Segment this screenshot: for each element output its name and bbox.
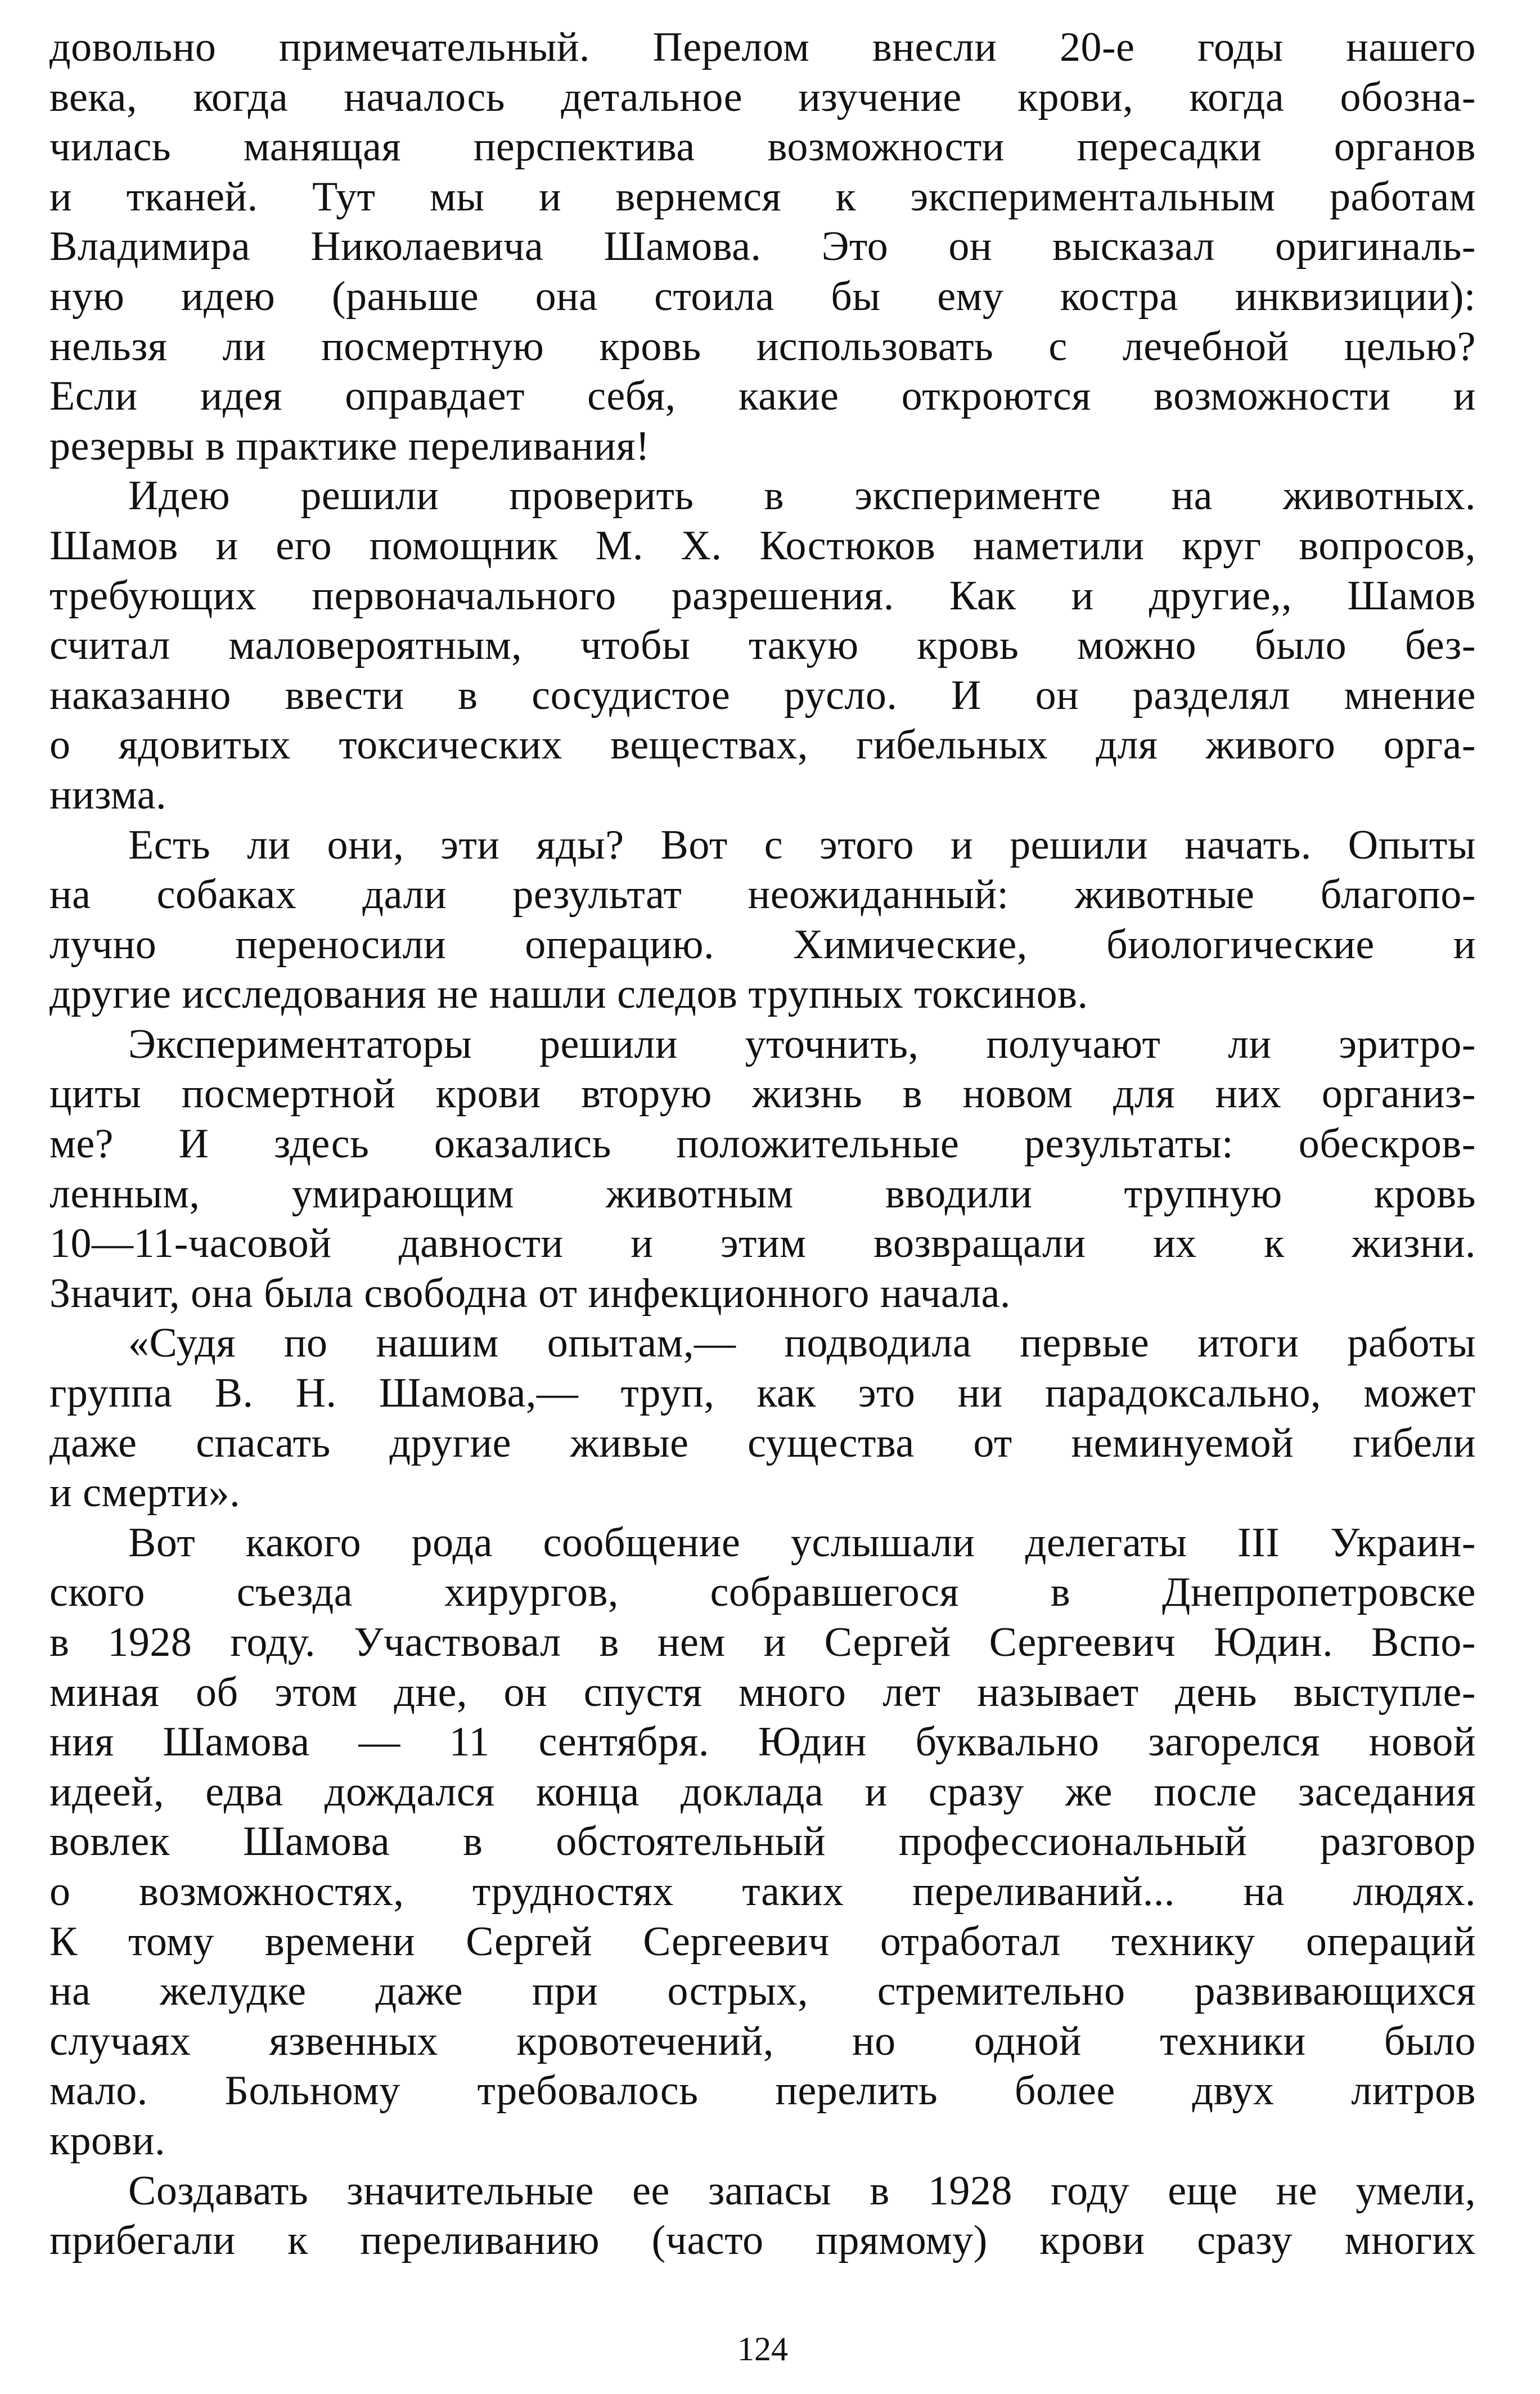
text-line: Значит, она была свободна от инфекционного начала. bbox=[49, 1270, 1011, 1317]
text-line: наказанно ввести в сосудистое русло. И он разделял мнение bbox=[49, 672, 1476, 718]
body-text bbox=[49, 23, 1476, 2266]
text-line: даже спасать другие живые существа от неминуемой гибели bbox=[49, 1420, 1476, 1466]
text-line: в 1928 году. Участвовал в нем и Сергей Сергеевич Юдин. Вспо- bbox=[49, 1619, 1476, 1665]
text-line: ленным, умирающим животным вводили трупную кровь bbox=[49, 1170, 1476, 1217]
text-line: нельзя ли посмертную кровь использовать с лечебной целью? bbox=[49, 323, 1476, 370]
text-line: группа В. Н. Шамова,— труп, как это ни парадоксально, может bbox=[49, 1370, 1476, 1417]
text-line: циты посмертной крови вторую жизнь в новом для них организ- bbox=[49, 1071, 1476, 1117]
text-line: лучно переносили операцию. Химические, биологические и bbox=[49, 921, 1476, 968]
text-line: на собаках дали результат неожиданный: животные благопо- bbox=[49, 872, 1476, 918]
text-line: миная об этом дне, он спустя много лет называет день выступле- bbox=[49, 1669, 1476, 1715]
text-line: довольно примечательный. Перелом внесли 20-е годы нашего bbox=[49, 24, 1476, 70]
text-line: о ядовитых токсических веществах, гибельных для живого орга- bbox=[49, 722, 1476, 769]
book-page bbox=[49, 23, 1476, 2380]
text-line: ме? И здесь оказались положительные результаты: обескров- bbox=[49, 1121, 1476, 1167]
text-line: 10—11-часовой давности и этим возвращали их к жизни. bbox=[49, 1220, 1476, 1267]
text-line: Шамов и его помощник М. X. Костюков наметили круг вопросов, bbox=[49, 522, 1476, 569]
text-line: Если идея оправдает себя, какие откроются возможности и bbox=[49, 373, 1476, 420]
page-number: 124 bbox=[737, 2330, 788, 2368]
text-line: Экспериментаторы решили уточнить, получают ли эритро- bbox=[128, 1021, 1476, 1067]
text-line: идеей, едва дождался конца доклада и сразу же после заседания bbox=[49, 1768, 1476, 1815]
text-line: требующих первоначального разрешения. Как и другие,, Шамов bbox=[49, 572, 1476, 619]
text-line: «Судя по нашим опытам,— подводила первые итоги работы bbox=[128, 1320, 1476, 1367]
text-line: на желудке даже при острых, стремительно развивающихся bbox=[49, 1968, 1476, 2015]
text-line: ния Шамова — 11 сентября. Юдин буквально загорелся новой bbox=[49, 1719, 1476, 1766]
text-line: века, когда началось детальное изучение крови, когда обозна- bbox=[49, 74, 1476, 120]
text-line: Идею решили проверить в эксперименте на животных. bbox=[128, 473, 1476, 519]
text-line: случаях язвенных кровотечений, но одной техники было bbox=[49, 2018, 1476, 2064]
text-line: ского съезда хирургов, собравшегося в Днепропетровске bbox=[49, 1569, 1476, 1616]
text-line: резервы в практике переливания! bbox=[49, 423, 650, 469]
text-line: Создавать значительные ее запасы в 1928 году еще не умели, bbox=[128, 2167, 1476, 2214]
text-line: ную идею (раньше она стоила бы ему костра инквизиции): bbox=[49, 273, 1476, 320]
text-line: чилась манящая перспектива возможности пересадки органов bbox=[49, 124, 1476, 170]
text-line: вовлек Шамова в обстоятельный профессиональный разговор bbox=[49, 1818, 1476, 1865]
text-line: другие исследования не нашли следов трупных токсинов. bbox=[49, 971, 1088, 1018]
text-line: крови. bbox=[49, 2117, 165, 2164]
text-line: Есть ли они, эти яды? Вот с этого и решили начать. Опыты bbox=[128, 821, 1476, 868]
text-line: и тканей. Тут мы и вернемся к экспериментальным работам bbox=[49, 173, 1476, 220]
text-line: считал маловероятным, чтобы такую кровь можно было без- bbox=[49, 622, 1476, 669]
text-line: и смерти». bbox=[49, 1470, 241, 1516]
text-line: К тому времени Сергей Сергеевич отработал технику операций bbox=[49, 1918, 1476, 1965]
text-line: низма. bbox=[49, 771, 167, 818]
text-line: Владимира Николаевича Шамова. Это он высказал оригиналь- bbox=[49, 223, 1476, 270]
text-line: о возможностях, трудностях таких переливаний... на людях. bbox=[49, 1868, 1476, 1915]
text-line: прибегали к переливанию (часто прямому) крови сразу многих bbox=[49, 2217, 1476, 2264]
text-line: мало. Больному требовалось перелить более двух литров bbox=[49, 2068, 1476, 2114]
text-line: Вот какого рода сообщение услышали делегаты III Украин- bbox=[128, 1519, 1476, 1566]
